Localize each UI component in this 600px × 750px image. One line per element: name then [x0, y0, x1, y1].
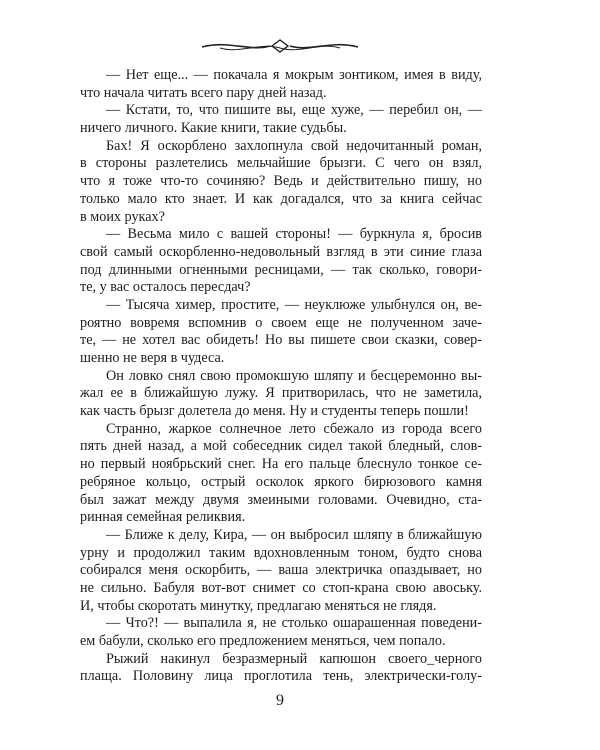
paragraph	[80, 368, 482, 421]
text-line: ничего личного. Какие книги, такие судьбы.	[80, 120, 347, 137]
text-line: — Тысяча химер, простите, — неуклюже улыбнулся он, ве-	[106, 296, 482, 313]
text-line: — Ближе к делу, Кира, — он выбросил шляпу в ближайшую	[106, 526, 482, 543]
text-line: в моих руках?	[80, 208, 165, 225]
text-line: шенно не веря в чудеса.	[80, 350, 225, 366]
paragraph	[80, 297, 482, 368]
text-line: пять дней назад, а мой собеседник сидел такой бледный, слов-	[80, 438, 482, 455]
text-line: был зажат между двумя змеиными головами. Очевидно, ста-	[80, 491, 482, 508]
text-line: под длинными огненными ресницами, — так сколько, говори-	[80, 261, 482, 278]
text-line: те, — не хотел вас обидеть! Но вы пишете свои сказки, совер-	[80, 332, 482, 349]
text-line: как часть брызг долетела до меня. Ну и студенты теперь пошли!	[80, 403, 469, 420]
text-line: собирался меня оскорбить, — ваша электричка опаздывает, но	[80, 562, 482, 579]
paragraph	[80, 651, 482, 686]
text-line: ем бабули, сколько его предложением меняться, чем попало.	[80, 633, 446, 649]
paragraph	[80, 138, 482, 226]
text-line: урну и продолжил таким вдохновленным тоном, будто снова	[80, 544, 482, 561]
text-line: что я тоже что-то сочиняю? Ведь и действительно пишу, но	[80, 173, 482, 190]
text-line: те, у вас осталось пересдач?	[80, 279, 251, 296]
text-line: Рыжий накинул безразмерный капюшон своего_черного	[106, 650, 482, 667]
text-line: роятно вовремя вспомнив о своем еще не полученном заче-	[80, 314, 482, 331]
text-line: И, чтобы скоротать минутку, предлагаю меняться не глядя.	[80, 597, 437, 614]
text-line: Бах! Я оскорблено захлопнула свой недочитанный роман,	[106, 137, 482, 154]
paragraph	[80, 615, 482, 650]
text-line: жал ее в ближайшую лужу. Я притворилась, что не заметила,	[80, 385, 482, 402]
page-number: 9	[276, 692, 284, 709]
text-line: в стороны разлетелись мельчайшие брызги. С чего он взял,	[80, 155, 482, 172]
paragraph	[80, 421, 482, 527]
paragraph	[80, 226, 482, 297]
text-line: Он ловко снял свою промокшую шляпу и бесцеремонно вы-	[106, 367, 482, 384]
text-line: — Нет еще... — покачала я мокрым зонтиком, имея в виду,	[106, 67, 482, 83]
text-line: — Что?! — выпалила я, не столько ошарашенная поведени-	[106, 615, 482, 632]
text-line: ринная семейная реликвия.	[80, 509, 246, 526]
text-line: — Весьма мило с вашей стороны! — буркнула я, бросив	[106, 226, 482, 243]
text-line: Странно, жаркое солнечное лето сбежало из города всего	[106, 420, 482, 437]
paragraph	[80, 527, 482, 615]
text-line: только мало кто знает. И как догадался, что за книга сейчас	[80, 190, 482, 207]
paragraph	[80, 67, 482, 102]
paragraph	[80, 102, 482, 137]
text-line: плаща. Половину лица проглотила тень, электрически-голу-	[80, 668, 482, 685]
text-line: — Кстати, то, что пишите вы, еще хуже, — перебил он, —	[106, 102, 482, 119]
text-line: что начала читать всего пару дней назад.	[80, 84, 327, 101]
text-line: ребряное кольцо, острый осколок яркого бирюзового камня	[80, 473, 482, 490]
body-text	[80, 67, 482, 686]
text-line: не сильно. Бабуля вот-вот снимет со стоп-крана свою авоську.	[80, 579, 482, 596]
ornament-divider-icon	[200, 36, 360, 56]
text-line: свой самый оскорбленно-недовольный взгляд в эти синие глаза	[80, 243, 482, 260]
text-line: но первый ноябрьский снег. На его пальце блеснуло тонкое се-	[80, 456, 482, 473]
